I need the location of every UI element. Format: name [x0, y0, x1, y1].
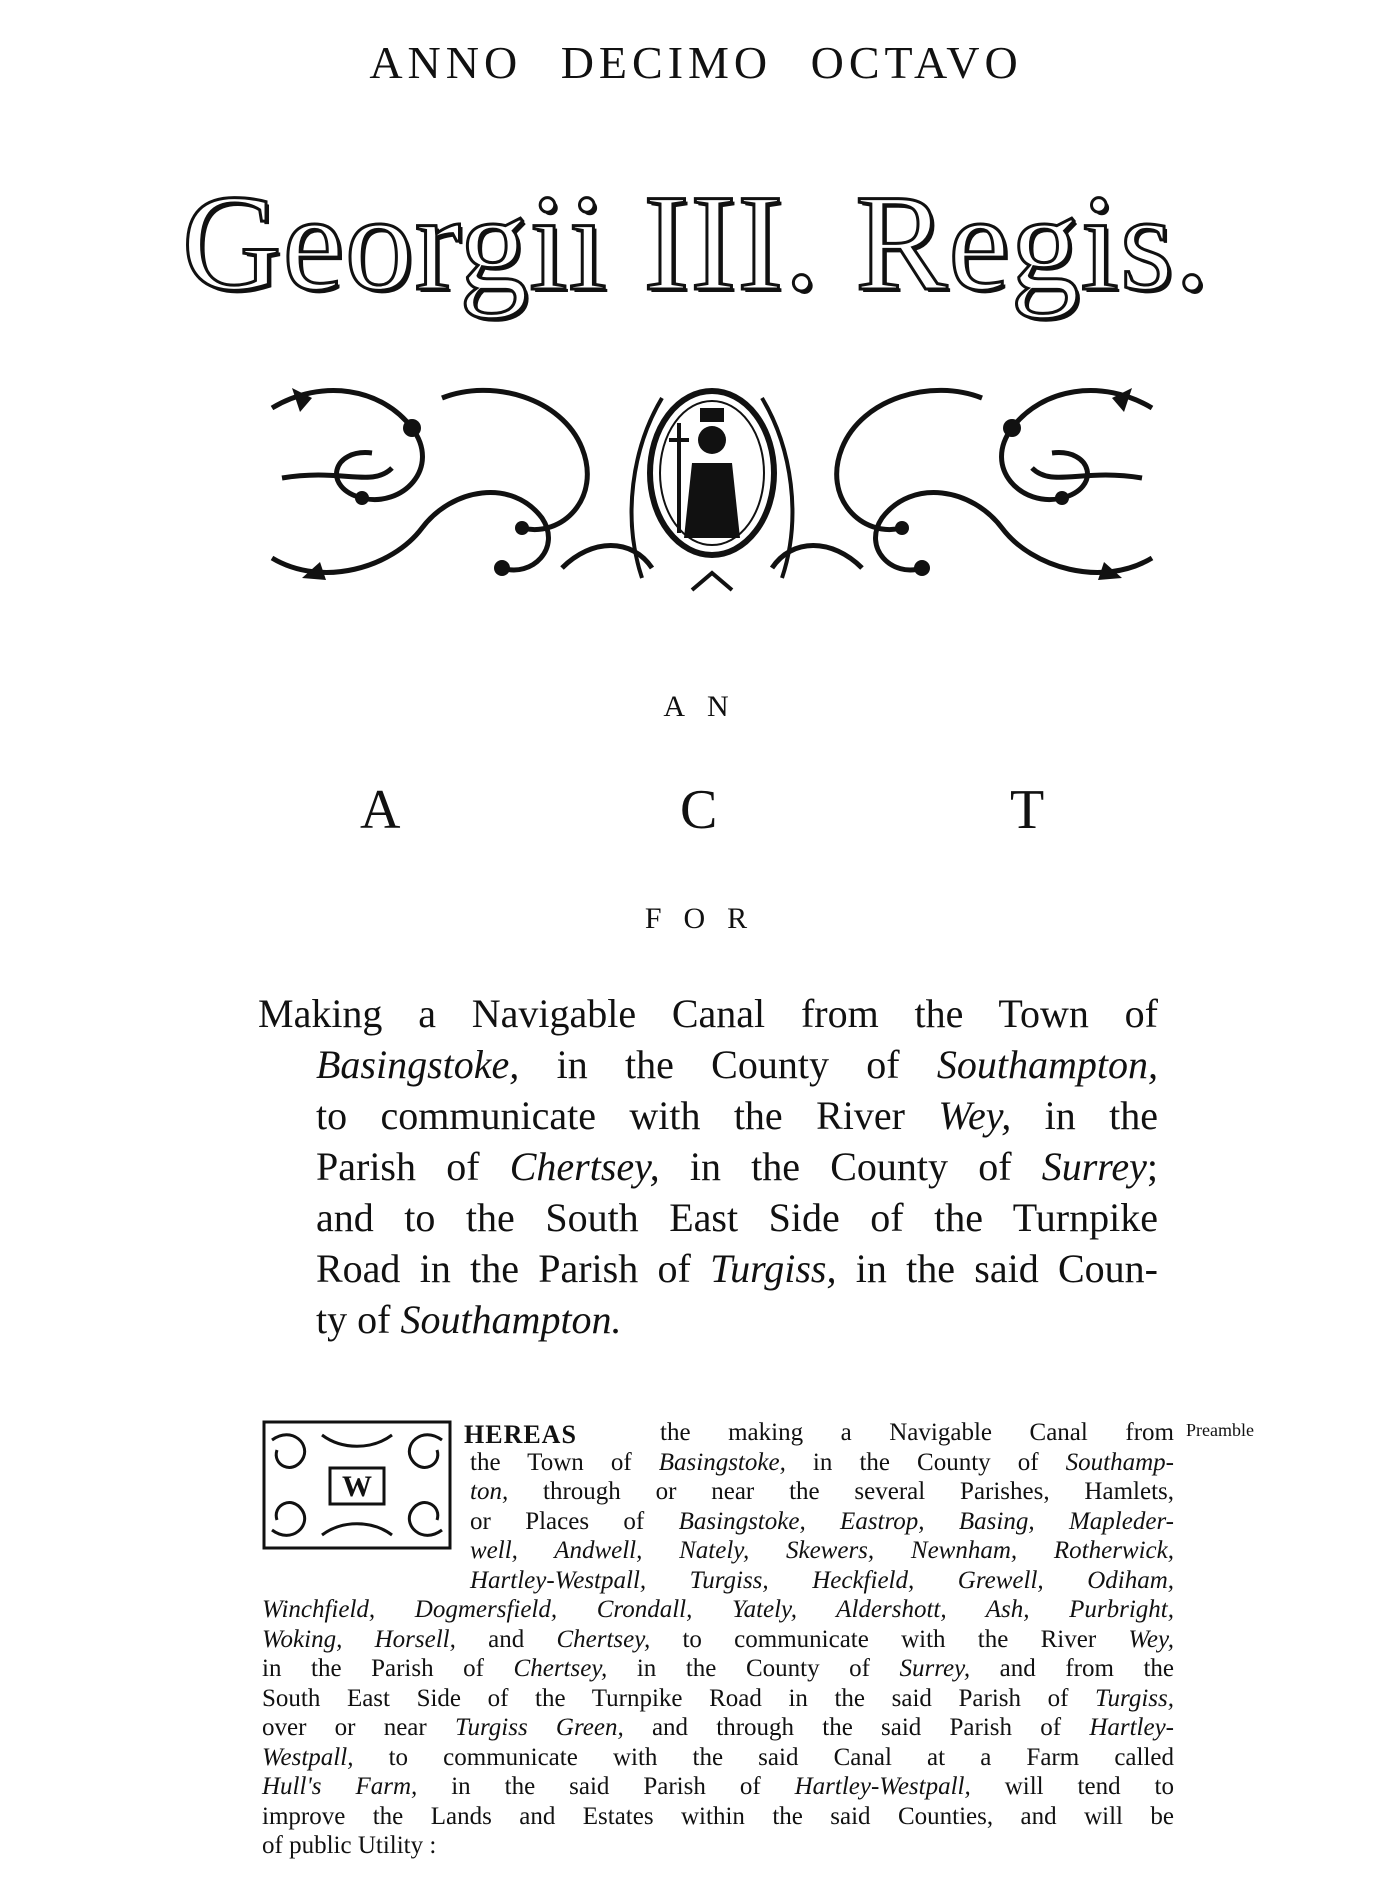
preamble-line: the Town of Basingstoke, in the County of Southamp-: [470, 1448, 1174, 1476]
preamble-line: Hartley-Westpall, Turgiss, Heckfield, Grewell, Odiham,: [470, 1566, 1174, 1594]
header-regis-title: Georgii III. Regis.: [181, 166, 1211, 319]
preamble-line: well, Andwell, Nately, Skewers, Newnham, Rotherwick,: [470, 1537, 1174, 1564]
preamble-line: Woking, Horsell, and Chertsey, to communicate with the River Wey,: [262, 1625, 1174, 1653]
heading-act: [360, 778, 1050, 848]
preamble-opening-word: HEREAS: [464, 1420, 577, 1449]
margin-note-preamble: Preamble: [1186, 1420, 1254, 1440]
title-line: and to the South East Side of the Turnpike: [316, 1195, 1158, 1240]
title-line: Road in the Parish of Turgiss, in the said Coun-: [316, 1246, 1158, 1291]
heading-for: FOR: [644, 902, 770, 935]
preamble-line: Winchfield, Dogmersfield, Crondall, Yately, Aldershott, Ash, Purbright,: [262, 1596, 1174, 1623]
preamble-line: ton, through or near the several Parishes, Hamlets,: [470, 1478, 1174, 1505]
title-line: Making a Navigable Canal from the Town of: [258, 991, 1158, 1036]
preamble-line: in the Parish of Chertsey, in the County of Surrey, and from the: [262, 1655, 1175, 1682]
heading-act-letter: A: [360, 779, 401, 841]
preamble-line: of public Utility :: [262, 1832, 437, 1859]
initial-letter: W: [342, 1470, 372, 1503]
title-line: Basingstoke, in the County of Southampton,: [316, 1042, 1158, 1087]
header-anno: ANNO DECIMO OCTAVO: [369, 37, 1023, 88]
preamble-line: Hull's Farm, in the said Parish of Hartley-Westpall, will tend to: [262, 1773, 1174, 1800]
preamble-line: Westpall, to communicate with the said Canal at a Farm called: [262, 1743, 1174, 1771]
heading-act-letter: T: [1010, 779, 1045, 841]
heading-an: AN: [663, 690, 751, 723]
headpiece-ornament: [262, 368, 1162, 598]
preamble-text: [262, 1418, 1174, 1861]
title-line: ty of Southampton.: [316, 1297, 622, 1342]
title-line: Parish of Chertsey, in the County of Surrey;: [316, 1144, 1158, 1189]
act-title: [258, 988, 1158, 1345]
preamble-line: or Places of Basingstoke, Eastrop, Basing, Mapleder-: [470, 1507, 1174, 1535]
preamble-line: over or near Turgiss Green, and through the said Parish of Hartley-: [262, 1714, 1175, 1741]
preamble-line: South East Side of the Turnpike Road in the said Parish of Turgiss,: [262, 1684, 1174, 1712]
title-line: to communicate with the River Wey, in the: [316, 1093, 1158, 1138]
heading-act-letter: C: [680, 779, 718, 841]
preamble-line: the making a Navigable Canal from: [660, 1419, 1174, 1446]
preamble-line: improve the Lands and Estates within the said Counties, and will be: [262, 1802, 1174, 1830]
